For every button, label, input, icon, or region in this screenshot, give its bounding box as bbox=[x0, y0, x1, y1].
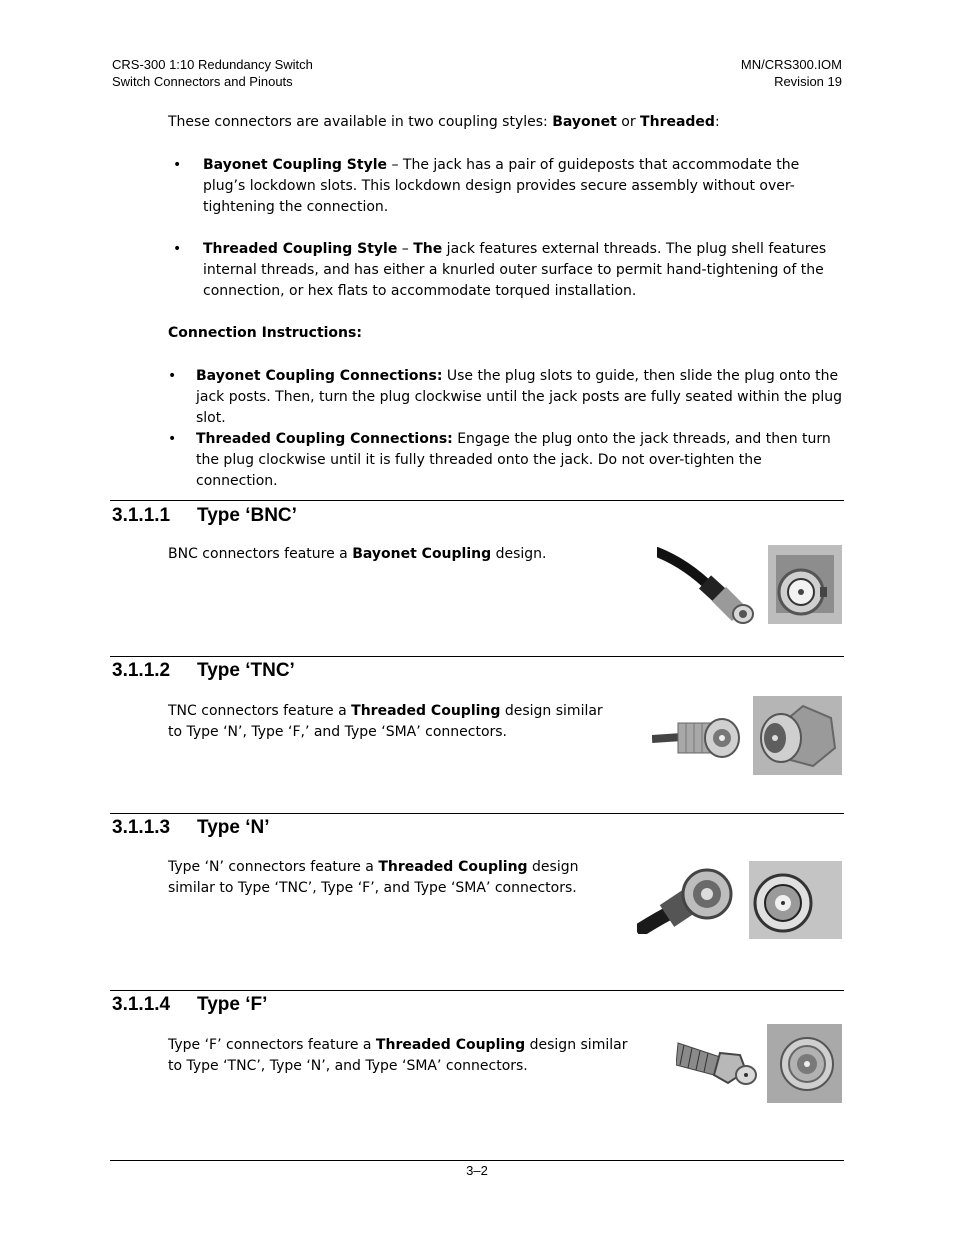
bullet-bayonet-style: • Bayonet Coupling Style – The jack has a pair of guideposts that accommodate the plug’s lockdown slots. This lockdown design provides secure assembly without over-tightening the connection. bbox=[173, 157, 800, 215]
bullet-dot: • bbox=[173, 157, 182, 173]
bullet-threaded-connection: • Threaded Coupling Connections: Engage the plug onto the jack threads, and then turn the plug clockwise until it is fully threaded onto the jack. Do not over-tighten the connection. bbox=[168, 431, 831, 489]
bullet-dot: • bbox=[173, 241, 182, 257]
section-heading-tnc: 3.1.1.2 Type ‘TNC’ bbox=[112, 660, 295, 681]
section-divider bbox=[110, 500, 844, 501]
header-left bbox=[112, 56, 313, 90]
tnc-plug-image bbox=[652, 707, 744, 767]
f-plug-image bbox=[676, 1031, 760, 1089]
page-number: 3–2 bbox=[466, 1163, 488, 1178]
chapter-title: Switch Connectors and Pinouts bbox=[112, 74, 293, 89]
section-heading-n: 3.1.1.3 Type ‘N’ bbox=[112, 817, 270, 838]
bnc-jack-image bbox=[768, 545, 842, 624]
intro-paragraph: These connectors are available in two coupling styles: Bayonet or Threaded: bbox=[168, 114, 720, 130]
section-divider bbox=[110, 990, 844, 991]
section-heading-bnc: 3.1.1.1 Type ‘BNC’ bbox=[112, 505, 297, 526]
n-jack-image bbox=[749, 861, 842, 939]
footer-rule bbox=[110, 1160, 844, 1161]
section-text-tnc: TNC connectors feature a Threaded Coupling design similar to Type ‘N’, Type ‘F,’ and Type ‘SMA’ connectors. bbox=[168, 703, 603, 740]
bullet-dot: • bbox=[168, 431, 177, 447]
bullet-dot: • bbox=[168, 368, 177, 384]
f-jack-image bbox=[767, 1024, 842, 1103]
section-text-f: Type ‘F’ connectors feature a Threaded Coupling design similar to Type ‘TNC’, Type ‘N’, and Type ‘SMA’ connectors. bbox=[168, 1037, 628, 1074]
section-divider bbox=[110, 813, 844, 814]
n-plug-image bbox=[637, 864, 741, 934]
section-divider bbox=[110, 656, 844, 657]
bullet-bayonet-connection: • Bayonet Coupling Connections: Use the plug slots to guide, then slide the plug onto the jack posts. Then, turn the plug clockwise until the jack posts are fully seated within the plug slot. bbox=[168, 368, 843, 426]
connection-instructions-heading: Connection Instructions: bbox=[168, 325, 362, 341]
revision: Revision 19 bbox=[774, 74, 842, 89]
section-text-bnc: BNC connectors feature a Bayonet Coupling design. bbox=[168, 546, 547, 562]
section-heading-f: 3.1.1.4 Type ‘F’ bbox=[112, 994, 268, 1015]
tnc-jack-image bbox=[753, 696, 842, 775]
manual-number: MN/CRS300.IOM bbox=[740, 57, 842, 72]
bullet-threaded-style: • Threaded Coupling Style – The jack features external threads. The plug shell features internal threads, and has either a knurled outer surface to permit hand-tightening of the connection, or hex flats to accommodate torqued installation. bbox=[173, 241, 827, 299]
document-title: CRS-300 1:10 Redundancy Switch bbox=[112, 57, 313, 72]
section-text-n: Type ‘N’ connectors feature a Threaded Coupling design similar to Type ‘TNC’, Type ‘F’, and Type ‘SMA’ connectors. bbox=[168, 859, 579, 896]
header-right bbox=[741, 56, 842, 90]
bnc-plug-image bbox=[657, 544, 757, 624]
